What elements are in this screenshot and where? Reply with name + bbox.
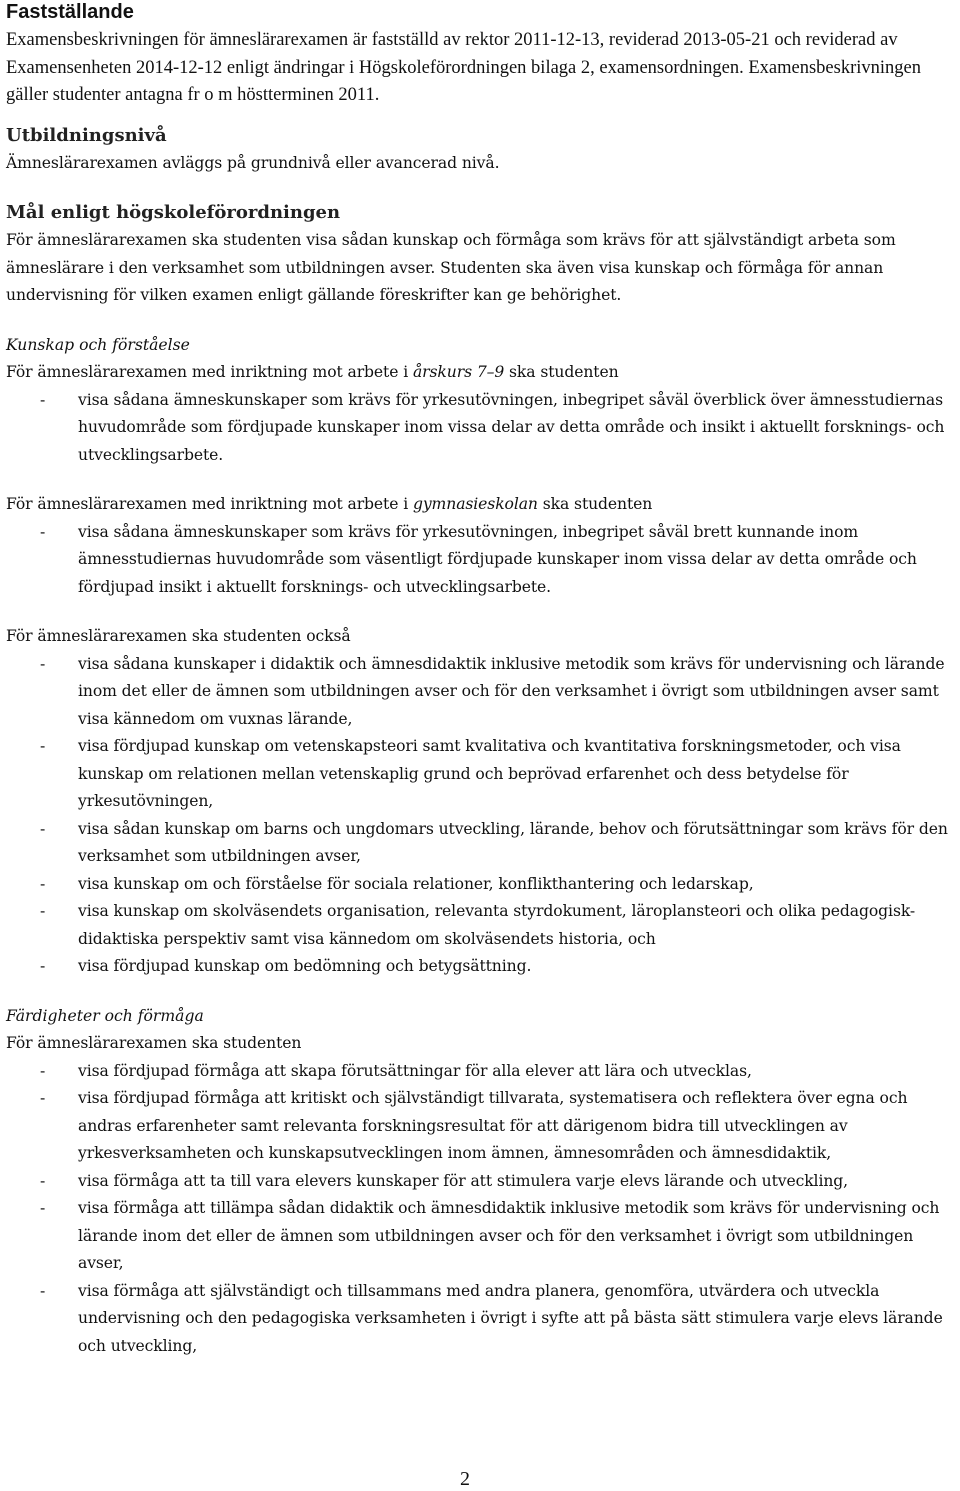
list-item: - visa fördjupad förmåga att kritiskt och självständigt tillvarata, systematisera och reflektera över egna och andras erfarenheter samt relevanta forskningsresultat för att därigenom bidra till utvecklingen av yrkesverksamheten och kunskapsutvecklingen inom ämnen, ämnesområden och ämnesdidaktik, xyxy=(40,1089,908,1162)
list-item: - visa sådan kunskap om barns och ungdomars utveckling, lärande, behov och förutsättningar som krävs för den verksamhet som utbildningen avser, xyxy=(40,819,948,865)
document-page xyxy=(6,0,956,1360)
kunskap-intro-3: För ämneslärarexamen ska studenten också xyxy=(6,627,351,645)
list-item: - visa sådana ämneskunskaper som krävs för yrkesutövningen, inbegripet såväl överblick över ämnesstudiernas huvudområde som fördjupade kunskaper inom vissa delar av detta område och insikt i aktuellt forsknings- och utvecklingsarbete. xyxy=(40,390,945,464)
kunskap-list-1 xyxy=(6,387,956,470)
list-item: - visa förmåga att ta till vara elevers kunskaper för att stimulera varje elevs lärande och utveckling, xyxy=(40,1171,849,1190)
heading-utbildningsniva: Utbildningsnivå xyxy=(6,124,167,146)
list-item: - visa sådana kunskaper i didaktik och ämnesdidaktik inklusive metodik som krävs för undervisning och lärande inom det eller de ämnen som utbildningen avser och för den verksamhet i övrigt som utbildningen avser samt visa kännedom om vuxnas lärande, xyxy=(40,654,945,728)
mal-paragraph: För ämneslärarexamen ska studenten visa sådan kunskap och förmåga som krävs för att självständigt arbeta som ämneslärare i den verksamhet som utbildningen avser. Studenten ska även visa kunskap och förmåga för annan undervisning för vilken examen enligt gällande föreskrifter kan ge behörighet. xyxy=(6,231,896,304)
fardigheter-list xyxy=(6,1058,956,1361)
page-number: 2 xyxy=(460,1468,470,1490)
list-item: - visa fördjupad förmåga att skapa förutsättningar för alla elever att lära och utvecklas, xyxy=(40,1061,752,1080)
subheading-fardigheter: Färdigheter och förmåga xyxy=(6,1006,204,1025)
kunskap-list-2 xyxy=(6,519,956,602)
list-item: - visa sådana ämneskunskaper som krävs för yrkesutövningen, inbegripet såväl brett kunnande inom ämnesstudiernas huvudområde som väsentligt fördjupade kunskaper inom vissa delar av detta område och fördjupad insikt i aktuellt forsknings- och utvecklingsarbete. xyxy=(40,522,917,596)
faststallande-paragraph: Examensbeskrivningen för ämneslärarexamen är fastställd av rektor 2011-12-13, reviderad 2013-05-21 och reviderad av Examensenheten 2014-12-12 enligt ändringar i Högskoleförordningen bilaga 2, examensordningen. Examensbeskrivningen gäller studenter antagna fr o m höstterminen 2011. xyxy=(6,30,921,105)
utbildningsniva-paragraph: Ämneslärarexamen avläggs på grundnivå eller avancerad nivå. xyxy=(6,153,500,172)
list-item: - visa fördjupad kunskap om vetenskapsteori samt kvalitativa och kvantitativa forskningsmetoder, och visa kunskap om relationen mellan vetenskaplig grund och beprövad erfarenhet och dess betydelse för yrkesutövningen, xyxy=(40,737,901,810)
subheading-kunskap: Kunskap och förståelse xyxy=(6,335,190,354)
kunskap-intro-1: För ämneslärarexamen med inriktning mot arbete i årskurs 7–9 ska studenten xyxy=(6,363,619,381)
list-item: - visa förmåga att självständigt och tillsammans med andra planera, genomföra, utvärdera och utveckla undervisning och den pedagogiska verksamheten i övrigt i syfte att på bästa sätt stimulera varje elevs lärande och utveckling, xyxy=(40,1281,943,1355)
list-item: - visa förmåga att tillämpa sådan didaktik och ämnesdidaktik inklusive metodik som krävs för undervisning och lärande inom det eller de ämnen som utbildningen avser och för den verksamhet i övrigt som utbildningen avser, xyxy=(40,1199,940,1272)
fardigheter-intro: För ämneslärarexamen ska studenten xyxy=(6,1034,302,1052)
kunskap-intro-2: För ämneslärarexamen med inriktning mot arbete i gymnasieskolan ska studenten xyxy=(6,495,653,513)
list-item: - visa kunskap om och förståelse för sociala relationer, konflikthantering och ledarskap, xyxy=(40,874,754,893)
kunskap-list-3 xyxy=(6,651,956,981)
list-item: - visa kunskap om skolväsendets organisation, relevanta styrdokument, läroplansteori och olika pedagogisk-didaktiska perspektiv samt visa kännedom om skolväsendets historia, och xyxy=(40,902,916,948)
list-item: - visa fördjupad kunskap om bedömning och betygsättning. xyxy=(40,957,532,975)
heading-faststallande: Fastställande xyxy=(6,1,134,23)
heading-mal: Mål enligt högskoleförordningen xyxy=(6,202,341,223)
